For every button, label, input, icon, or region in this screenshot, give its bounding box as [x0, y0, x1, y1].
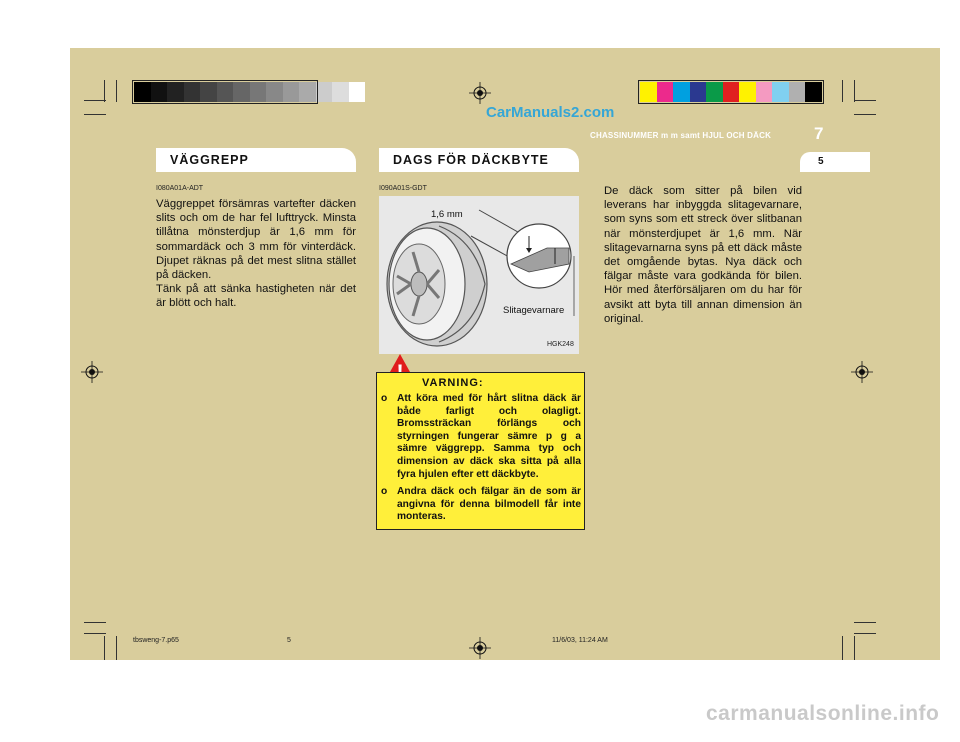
crop-mark — [854, 622, 876, 623]
paragraph: De däck som sitter på bilen vid leverans har inbyggda slitagevarnare, som syns som ett streck över slitbanan när mönsterdjupet är 1,6 mm. När slitagevarnarna syns på ett däck måste det omgående bytas. Nya däck och fälgar måste vara godkända för bilen. Hör med återförsäljaren om du har för avsikt att byta till annan dimension än original. — [604, 185, 802, 325]
warning-item — [381, 393, 581, 481]
site-watermark[interactable]: carmanualsonline.info — [706, 702, 940, 725]
footer-file: tbsweng-7.p65 — [133, 637, 179, 644]
section-title: VÄGGREPP — [170, 153, 249, 167]
section-title: DAGS FÖR DÄCKBYTE — [393, 153, 549, 167]
crop-mark — [84, 622, 106, 623]
wear-indicator-label: Slitagevarnare — [503, 305, 565, 316]
section-header: CHASSINUMMER m m samt HJUL OCH DÄCK — [590, 131, 772, 140]
watermark-logo[interactable]: CarManuals2.com — [486, 104, 615, 121]
warning-item-text: Andra däck och fälgar än de som är angivna för denna bilmodell får inte monteras. — [397, 486, 581, 523]
section-tab-tire-change — [379, 148, 579, 172]
paragraph: Väggreppet försämras vartefter däcken slits och om de har fel lufttryck. Minsta tillåtna mönsterdjup är 1,6 mm för sommardäck och 3 mm för vinterdäck. Djupet räknas på det mest slitna stället på däcken. — [156, 198, 356, 282]
grayscale-bar-frame — [132, 80, 318, 104]
registration-mark-icon — [851, 361, 873, 383]
bullet: o — [381, 393, 388, 404]
page-number: 5 — [818, 156, 824, 167]
paragraph: Tänk på att sänka hastigheten när det är blött och halt. — [156, 283, 356, 310]
page-number-tab — [800, 152, 870, 172]
crop-mark — [854, 633, 876, 634]
crop-mark — [854, 636, 855, 660]
footer-timestamp: 11/6/03, 11:24 AM — [552, 637, 608, 644]
crop-mark — [854, 100, 876, 101]
registration-mark-icon — [81, 361, 103, 383]
tire-wear-figure — [379, 196, 579, 354]
tire-illustration — [379, 196, 579, 354]
crop-mark — [854, 114, 876, 115]
registration-mark-icon — [469, 82, 491, 104]
crop-mark — [116, 80, 117, 102]
warning-box — [376, 372, 585, 530]
crop-mark — [84, 100, 106, 101]
chapter-number: 7 — [814, 124, 824, 143]
warning-title: VARNING: — [422, 377, 484, 389]
crop-mark — [854, 80, 855, 102]
warning-item — [381, 486, 581, 524]
crop-mark — [116, 636, 117, 660]
traction-text — [156, 197, 356, 311]
crop-mark — [104, 80, 105, 102]
section-tab-traction — [156, 148, 356, 172]
tire-change-text — [604, 184, 802, 326]
footer-page: 5 — [287, 637, 291, 644]
registration-mark-icon — [469, 637, 491, 659]
bullet: o — [381, 486, 388, 497]
crop-mark — [84, 114, 106, 115]
crop-mark — [842, 636, 843, 660]
reference-code: I080A01A-ADT — [156, 185, 204, 192]
warning-item-text: Att köra med för hårt slitna däck är både farligt och olagligt. Bromssträckan förlängs och styrningen fungerar sämre p g a sämre väggrepp. Samma typ och dimension av däck ska sitta på alla fyra hjulen efter ett däckbyte. — [397, 393, 581, 480]
figure-code: HGK248 — [547, 341, 574, 348]
crop-mark — [842, 80, 843, 102]
crop-mark — [84, 633, 106, 634]
crop-mark — [104, 636, 105, 660]
color-bar-frame — [638, 80, 824, 104]
depth-label: 1,6 mm — [431, 209, 463, 220]
reference-code: I090A01S-GDT — [379, 185, 427, 192]
